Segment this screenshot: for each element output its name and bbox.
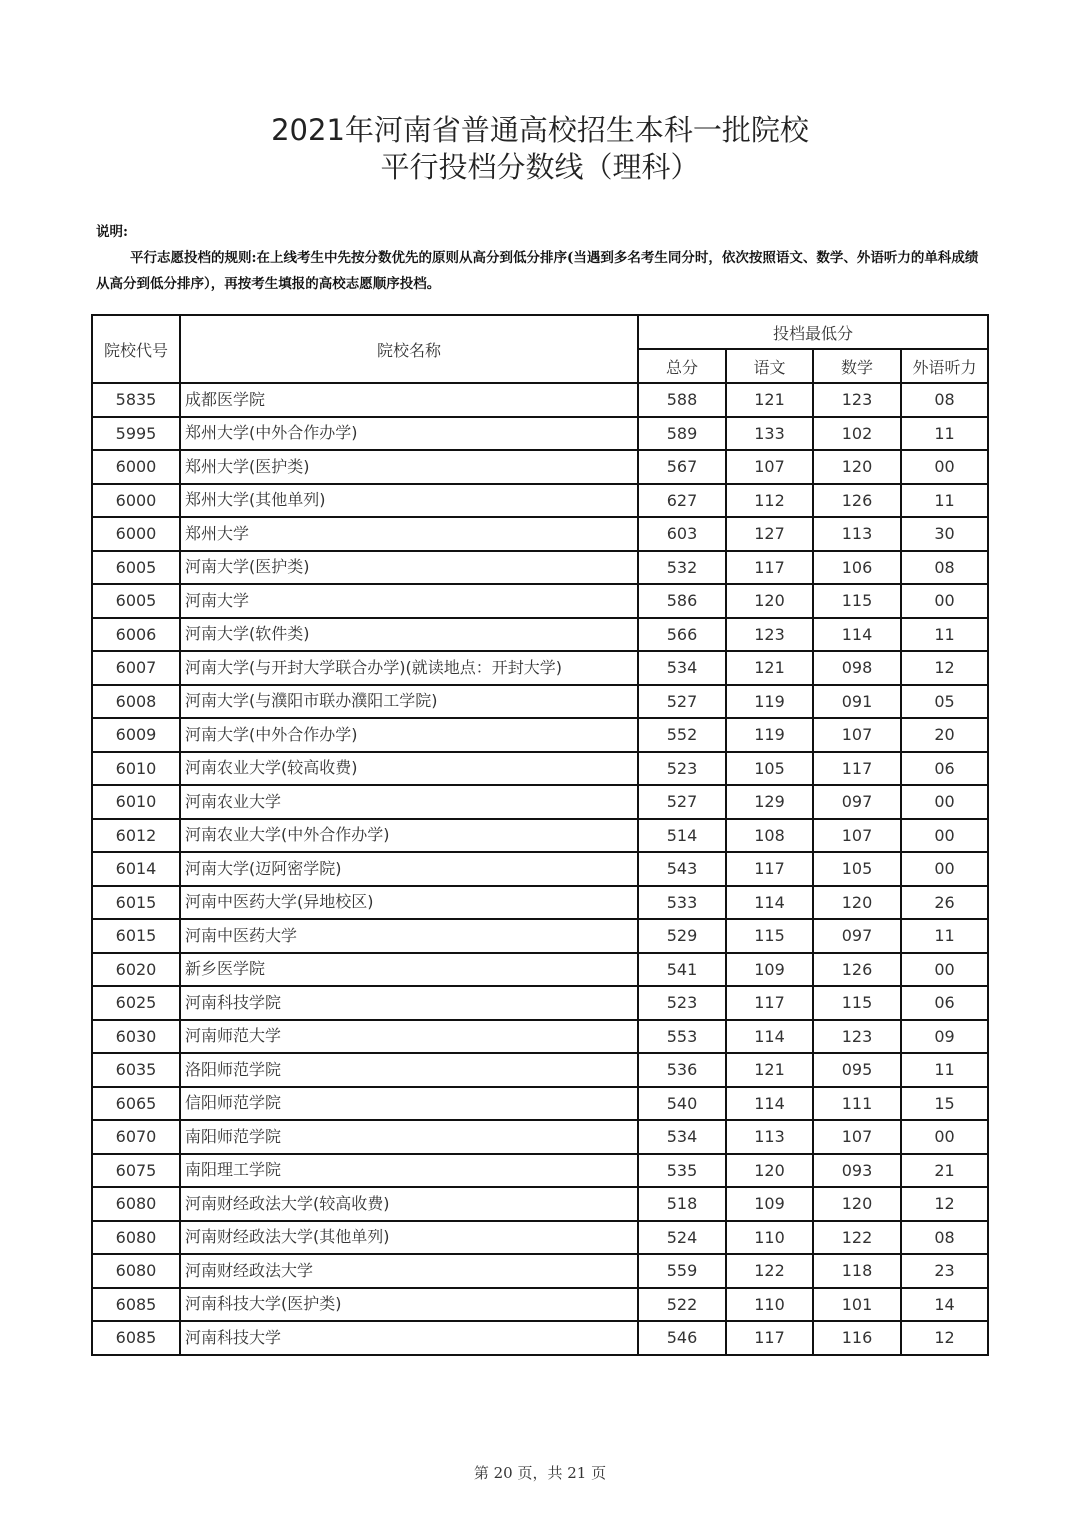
school-code: 6009: [92, 718, 180, 752]
school-code: 6020: [92, 953, 180, 987]
school-name: 洛阳师范学院: [180, 1053, 638, 1087]
math-score: 117: [813, 752, 901, 786]
table-row: [92, 785, 988, 819]
total-score: 524: [638, 1221, 726, 1255]
listening-score: 09: [901, 1020, 988, 1054]
school-name: 南阳师范学院: [180, 1120, 638, 1154]
school-code: 6080: [92, 1254, 180, 1288]
math-score: 106: [813, 551, 901, 585]
listening-score: 11: [901, 1053, 988, 1087]
total-score: 559: [638, 1254, 726, 1288]
school-code: 6010: [92, 752, 180, 786]
total-score: 553: [638, 1020, 726, 1054]
math-score: 091: [813, 685, 901, 719]
chinese-score: 121: [726, 651, 813, 685]
total-score: 522: [638, 1288, 726, 1322]
school-name: 河南科技学院: [180, 986, 638, 1020]
chinese-score: 112: [726, 484, 813, 518]
school-code: 6080: [92, 1187, 180, 1221]
school-name: 河南中医药大学: [180, 919, 638, 953]
math-score: 107: [813, 819, 901, 853]
school-code: 6025: [92, 986, 180, 1020]
school-name: 郑州大学(中外合作办学): [180, 417, 638, 451]
listening-score: 26: [901, 886, 988, 920]
table-row: [92, 383, 988, 417]
school-name: 河南大学: [180, 584, 638, 618]
total-score: 586: [638, 584, 726, 618]
math-score: 101: [813, 1288, 901, 1322]
school-code: 6015: [92, 919, 180, 953]
school-code: 6000: [92, 484, 180, 518]
math-score: 113: [813, 517, 901, 551]
total-score: 534: [638, 1120, 726, 1154]
math-score: 111: [813, 1087, 901, 1121]
table-row: [92, 1187, 988, 1221]
total-score: 543: [638, 852, 726, 886]
total-score: 536: [638, 1053, 726, 1087]
total-score: 588: [638, 383, 726, 417]
page-number: 第 20 页，共 21 页: [473, 1464, 607, 1482]
listening-score: 11: [901, 919, 988, 953]
table-row: [92, 718, 988, 752]
listening-score: 06: [901, 752, 988, 786]
table-row: [92, 551, 988, 585]
listening-score: 11: [901, 417, 988, 451]
school-name: 河南大学(中外合作办学): [180, 718, 638, 752]
chinese-score: 117: [726, 551, 813, 585]
chinese-score: 107: [726, 450, 813, 484]
total-score: 523: [638, 752, 726, 786]
school-name: 河南农业大学(较高收费): [180, 752, 638, 786]
table-row: [92, 1087, 988, 1121]
table-row: [92, 1120, 988, 1154]
listening-score: 00: [901, 852, 988, 886]
school-code: 5835: [92, 383, 180, 417]
chinese-score: 114: [726, 886, 813, 920]
notes-text: 平行志愿投档的规则:在上线考生中先按分数优先的原则从高分到低分排序(当遇到多名考生同分时，依次按照语文、数学、外语听力的单科成绩从高分到低分排序），再按考生填报的高校志愿顺序投档。: [96, 250, 979, 292]
total-score: 589: [638, 417, 726, 451]
listening-score: 00: [901, 953, 988, 987]
header-total: 总分: [638, 349, 726, 383]
total-score: 627: [638, 484, 726, 518]
listening-score: 08: [901, 551, 988, 585]
chinese-score: 114: [726, 1087, 813, 1121]
listening-score: 08: [901, 383, 988, 417]
math-score: 095: [813, 1053, 901, 1087]
school-code: 6085: [92, 1288, 180, 1322]
school-name: 新乡医学院: [180, 953, 638, 987]
chinese-score: 113: [726, 1120, 813, 1154]
listening-score: 00: [901, 1120, 988, 1154]
table-row: [92, 484, 988, 518]
chinese-score: 133: [726, 417, 813, 451]
table-row: [92, 1254, 988, 1288]
notes: [96, 219, 988, 297]
math-score: 097: [813, 919, 901, 953]
header-chinese: 语文: [726, 349, 813, 383]
chinese-score: 105: [726, 752, 813, 786]
math-score: 118: [813, 1254, 901, 1288]
chinese-score: 123: [726, 618, 813, 652]
total-score: 523: [638, 986, 726, 1020]
header-code: 院校代号: [92, 315, 180, 383]
school-name: 河南中医药大学(异地校区): [180, 886, 638, 920]
school-name: 河南大学(软件类): [180, 618, 638, 652]
document-subtitle: 平行投档分数线（理科）: [380, 150, 700, 184]
school-name: 河南农业大学: [180, 785, 638, 819]
school-name: 河南大学(医护类): [180, 551, 638, 585]
chinese-score: 110: [726, 1288, 813, 1322]
listening-score: 15: [901, 1087, 988, 1121]
school-code: 6012: [92, 819, 180, 853]
school-name: 河南师范大学: [180, 1020, 638, 1054]
school-name: 信阳师范学院: [180, 1087, 638, 1121]
chinese-score: 117: [726, 1321, 813, 1355]
chinese-score: 117: [726, 986, 813, 1020]
school-code: 6030: [92, 1020, 180, 1054]
total-score: 552: [638, 718, 726, 752]
total-score: 603: [638, 517, 726, 551]
school-name: 郑州大学(其他单列): [180, 484, 638, 518]
school-code: 6065: [92, 1087, 180, 1121]
table-row: [92, 752, 988, 786]
chinese-score: 117: [726, 852, 813, 886]
total-score: 527: [638, 685, 726, 719]
school-code: 6000: [92, 517, 180, 551]
school-code: 6015: [92, 886, 180, 920]
total-score: 541: [638, 953, 726, 987]
listening-score: 23: [901, 1254, 988, 1288]
total-score: 527: [638, 785, 726, 819]
school-code: 6075: [92, 1154, 180, 1188]
table-row: [92, 618, 988, 652]
table-row: [92, 1288, 988, 1322]
chinese-score: 120: [726, 1154, 813, 1188]
school-name: 河南财经政法大学(其他单列): [180, 1221, 638, 1255]
table-row: [92, 1053, 988, 1087]
math-score: 126: [813, 484, 901, 518]
school-code: 6085: [92, 1321, 180, 1355]
table-row: [92, 1321, 988, 1355]
chinese-score: 127: [726, 517, 813, 551]
notes-heading: 说明:: [96, 224, 128, 240]
table-row: [92, 886, 988, 920]
listening-score: 12: [901, 1321, 988, 1355]
school-name: 河南财经政法大学(较高收费): [180, 1187, 638, 1221]
listening-score: 08: [901, 1221, 988, 1255]
table-row: [92, 852, 988, 886]
school-name: 河南科技大学: [180, 1321, 638, 1355]
school-name: 河南大学(迈阿密学院): [180, 852, 638, 886]
math-score: 102: [813, 417, 901, 451]
chinese-score: 110: [726, 1221, 813, 1255]
chinese-score: 121: [726, 383, 813, 417]
table-row: [92, 517, 988, 551]
math-score: 122: [813, 1221, 901, 1255]
total-score: 540: [638, 1087, 726, 1121]
listening-score: 12: [901, 1187, 988, 1221]
table-row: [92, 1221, 988, 1255]
table-row: [92, 1154, 988, 1188]
total-score: 535: [638, 1154, 726, 1188]
school-code: 6000: [92, 450, 180, 484]
math-score: 097: [813, 785, 901, 819]
school-code: 6006: [92, 618, 180, 652]
chinese-score: 119: [726, 718, 813, 752]
table-row: [92, 584, 988, 618]
listening-score: 30: [901, 517, 988, 551]
school-name: 河南大学(与濮阳市联办濮阳工学院): [180, 685, 638, 719]
header-min-score: 投档最低分: [638, 315, 988, 349]
math-score: 093: [813, 1154, 901, 1188]
school-code: 6080: [92, 1221, 180, 1255]
listening-score: 11: [901, 618, 988, 652]
listening-score: 11: [901, 484, 988, 518]
total-score: 534: [638, 651, 726, 685]
total-score: 514: [638, 819, 726, 853]
total-score: 567: [638, 450, 726, 484]
listening-score: 00: [901, 819, 988, 853]
table-row: [92, 953, 988, 987]
table-row: [92, 685, 988, 719]
school-name: 成都医学院: [180, 383, 638, 417]
math-score: 114: [813, 618, 901, 652]
math-score: 116: [813, 1321, 901, 1355]
math-score: 105: [813, 852, 901, 886]
math-score: 098: [813, 651, 901, 685]
school-code: 6005: [92, 584, 180, 618]
chinese-score: 122: [726, 1254, 813, 1288]
chinese-score: 120: [726, 584, 813, 618]
school-code: 6014: [92, 852, 180, 886]
total-score: 518: [638, 1187, 726, 1221]
math-score: 126: [813, 953, 901, 987]
math-score: 123: [813, 383, 901, 417]
chinese-score: 115: [726, 919, 813, 953]
header-listening: 外语听力: [901, 349, 988, 383]
school-name: 河南财经政法大学: [180, 1254, 638, 1288]
table-row: [92, 1020, 988, 1054]
header-math: 数学: [813, 349, 901, 383]
math-score: 120: [813, 886, 901, 920]
chinese-score: 121: [726, 1053, 813, 1087]
listening-score: 05: [901, 685, 988, 719]
listening-score: 20: [901, 718, 988, 752]
listening-score: 14: [901, 1288, 988, 1322]
chinese-score: 109: [726, 953, 813, 987]
listening-score: 12: [901, 651, 988, 685]
school-code: 6007: [92, 651, 180, 685]
school-code: 6070: [92, 1120, 180, 1154]
chinese-score: 114: [726, 1020, 813, 1054]
listening-score: 00: [901, 450, 988, 484]
score-table: [91, 314, 989, 1356]
school-name: 河南大学(与开封大学联合办学)(就读地点：开封大学): [180, 651, 638, 685]
chinese-score: 129: [726, 785, 813, 819]
table-row: [92, 417, 988, 451]
table-row: [92, 651, 988, 685]
math-score: 107: [813, 718, 901, 752]
listening-score: 00: [901, 584, 988, 618]
listening-score: 06: [901, 986, 988, 1020]
math-score: 123: [813, 1020, 901, 1054]
math-score: 115: [813, 986, 901, 1020]
math-score: 115: [813, 584, 901, 618]
chinese-score: 108: [726, 819, 813, 853]
listening-score: 21: [901, 1154, 988, 1188]
math-score: 120: [813, 450, 901, 484]
chinese-score: 119: [726, 685, 813, 719]
school-code: 6035: [92, 1053, 180, 1087]
school-name: 郑州大学(医护类): [180, 450, 638, 484]
total-score: 566: [638, 618, 726, 652]
total-score: 533: [638, 886, 726, 920]
total-score: 546: [638, 1321, 726, 1355]
math-score: 120: [813, 1187, 901, 1221]
chinese-score: 109: [726, 1187, 813, 1221]
school-code: 6008: [92, 685, 180, 719]
header-name: 院校名称: [180, 315, 638, 383]
document-title: 2021年河南省普通高校招生本科一批院校: [271, 113, 809, 147]
school-code: 6005: [92, 551, 180, 585]
total-score: 532: [638, 551, 726, 585]
listening-score: 00: [901, 785, 988, 819]
school-code: 6010: [92, 785, 180, 819]
table-row: [92, 819, 988, 853]
school-code: 5995: [92, 417, 180, 451]
school-name: 南阳理工学院: [180, 1154, 638, 1188]
school-name: 河南农业大学(中外合作办学): [180, 819, 638, 853]
math-score: 107: [813, 1120, 901, 1154]
table-row: [92, 919, 988, 953]
school-name: 河南科技大学(医护类): [180, 1288, 638, 1322]
school-name: 郑州大学: [180, 517, 638, 551]
table-row: [92, 986, 988, 1020]
total-score: 529: [638, 919, 726, 953]
table-row: [92, 450, 988, 484]
